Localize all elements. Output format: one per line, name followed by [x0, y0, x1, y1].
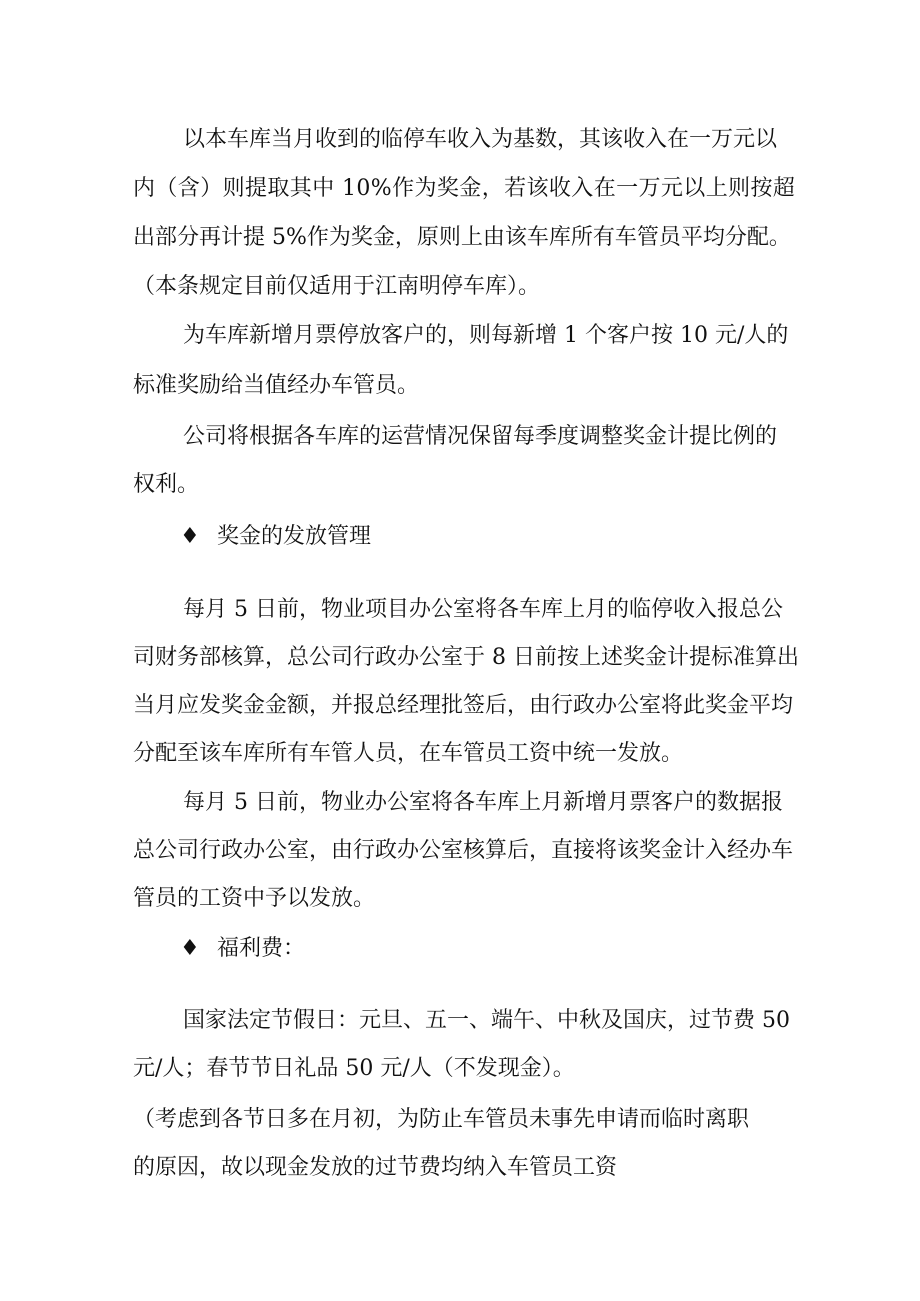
para-1-line-1: 以本车库当月收到的临停车收入为基数，其该收入在一万元以 [183, 127, 778, 152]
para-2-line-1: 为车库新增月票停放客户的，则每新增 1 个客户按 10 元/人的 [183, 323, 789, 348]
para-5-line-3: 当月应发奖金金额，并报总经理批签后，由行政办公室将此奖金平均 [133, 693, 794, 718]
para-5-line-4: 分配至该车库所有车管人员，在车管员工资中统一发放。 [133, 741, 684, 766]
para-5-line-2: 司财务部核算，总公司行政办公室于 8 日前按上述奖金计提标准算出 [133, 645, 799, 670]
para-1-line-2: 内（含）则提取其中 10%作为奖金，若该收入在一万元以上则按超 [133, 176, 796, 201]
diamond-bullet-icon: ♦ [180, 936, 200, 961]
para-8-line-1: 国家法定节假日：元旦、五一、端午、中秋及国庆，过节费 50 [183, 1008, 790, 1033]
section-heading-welfare: 福利费： [217, 936, 306, 961]
diamond-bullet-icon: ♦ [180, 524, 200, 549]
para-8-line-2: 元/人；春节节日礼品 50 元/人（不发现金）。 [133, 1056, 575, 1081]
para-6-line-2: 总公司行政办公室，由行政办公室核算后，直接将该奖金计入经办车 [133, 838, 794, 863]
para-6-line-1: 每月 5 日前，物业办公室将各车库上月新增月票客户的数据报 [183, 790, 783, 815]
para-9-line-2: 的原因，故以现金发放的过节费均纳入车管员工资 [133, 1155, 618, 1180]
para-6-line-3: 管员的工资中予以发放。 [133, 886, 376, 911]
section-heading-bonus-distribution: 奖金的发放管理 [217, 524, 372, 549]
para-2-line-2: 标准奖励给当值经办车管员。 [133, 373, 420, 398]
para-5-line-1: 每月 5 日前，物业项目办公室将各车库上月的临停收入报总公 [183, 597, 783, 622]
para-3-line-2: 权利。 [133, 472, 200, 497]
para-3-line-1: 公司将根据各车库的运营情况保留每季度调整奖金计提比例的 [183, 424, 778, 449]
para-1-line-3: 出部分再计提 5%作为奖金，原则上由该车库所有车管员平均分配。 [133, 225, 791, 250]
para-9-line-1: （考虑到各节日多在月初，为防止车管员未事先申请而临时离职 [133, 1107, 750, 1132]
para-1-line-4: （本条规定目前仅适用于江南明停车库）。 [133, 274, 541, 299]
